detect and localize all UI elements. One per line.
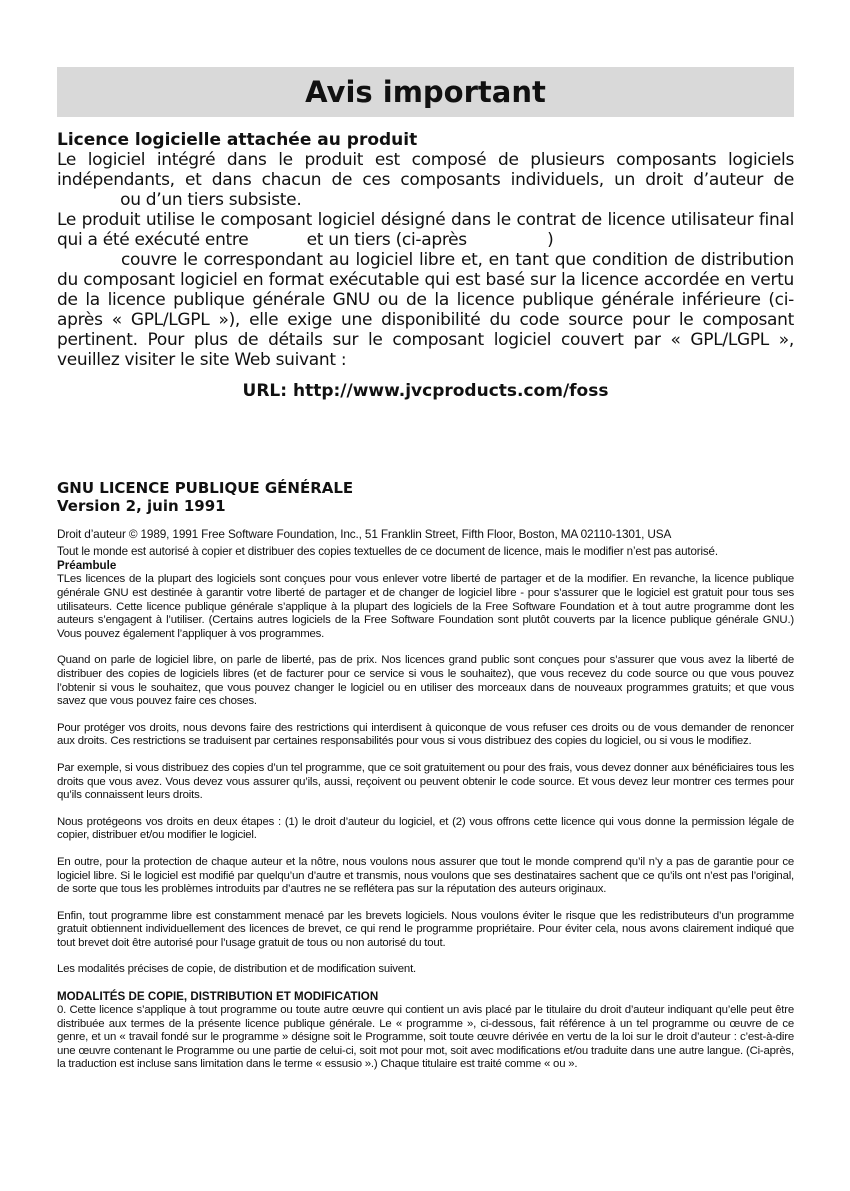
preamble-paragraph: Quand on parle de logiciel libre, on parle de liberté, pas de prix. Nos licences grand public sont conçues pour s’assurer que vous avez la liberté de distribuer des copies de logiciels libres (et de facturer pour ce service si vous le souhaitez), que vous recevez du code source ou que vous pouvez l’obtenir si vous le souhaitez, que vous pouvez changer le logiciel ou en utiliser des morceaux dans de nouveaux programmes gratuits; et que vous savez que vous pouvez faire ces choses.: [57, 654, 794, 708]
everyone-line: Tout le monde est autorisé à copier et distribuer des copies textuelles de ce document de licence, mais le modifier n’est pas autorisé.: [57, 545, 718, 559]
preamble-paragraph: Les modalités précises de copie, de distribution et de modification suivent.: [57, 963, 417, 976]
preamble-paragraph: Enfin, tout programme libre est constamment menacé par les brevets logiciels. Nous voulons éviter le risque que les redistributeurs d’un programme gratuit obtiennent individuellement des licences de brevet, ce qui rend le programme propriétaire. Pour éviter cela, nous avons clairement indiqué que tout brevet doit être autorisé pour l’usage gratuit de tous ou non autorisé du tout.: [57, 909, 794, 949]
license-section: [57, 130, 794, 370]
preamble-paragraph: Par exemple, si vous distribuez des copies d’un tel programme, que ce soit gratuitement ou pour des frais, vous devez donner aux bénéficiaires tous les droits que vous avez. Vous devez vous assurer qu’ils, aussi, reçoivent ou peuvent obtenir le code source. Et vous devez leur montrer ces termes pour qu’ils connaissent leurs droits.: [57, 761, 794, 802]
license-paragraph-2: Le produit utilise le composant logiciel désigné dans le contrat de licence utilisateur final qui a été exécuté entre et un tiers (ci-après ): [57, 210, 794, 250]
gpl-version: Version 2, juin 1991: [57, 497, 226, 515]
term-0: 0. Cette licence s’applique à tout programme ou toute autre œuvre qui contient un avis placé par le titulaire du droit d’auteur indiquant qu’elle peut être distribuée aux termes de la présente licence publique générale. Le « programme », ci-dessous, fait référence à un tel programme ou œuvre de ce genre, et un « travail fondé sur le programme » désigne soit le Programme, soit toute œuvre dérivée en vertu de la loi sur le droit d’auteur : c’est-à-dire une œuvre contenant le Programme ou une partie de celui-ci, soit mot pour mot, soit avec modifications et/ou traduite dans une autre langue. (Ci-après, la traduction est incluse sans limitation dans le terme « essusio ».) Chaque titulaire est traité comme « ou ».: [57, 1004, 794, 1071]
license-paragraph-3: couvre le correspondant au logiciel libre et, en tant que condition de distribution du composant logiciel en format exécutable qui est basé sur la licence accordée en vertu de la licence publique générale GNU ou de la licence publique générale inférieure (ci-après « GPL/LGPL »), elle exige une disponibilité du code source pour le composant pertinent. Pour plus de détails sur le composant logiciel couvert par « GPL/LGPL », veuillez visiter le site Web suivant :: [57, 250, 794, 370]
preamble-paragraph: TLes licences de la plupart des logiciels sont conçues pour vous enlever votre liberté de partager et de la modifier. En revanche, la licence publique générale GNU est destinée à garantir votre liberté de partager et de changer de logiciel libre - pour s’assurer que le logiciel est gratuit pour tous ses utilisateurs. Cette licence publique générale s’applique à la plupart des logiciels de la Free Software Foundation et à tout autre programme dont les auteurs s’engagent à l’utiliser. (Certains autres logiciels de la Free Software Foundation sont plutôt couverts par la licence publique générale GNU.) Vous pouvez également l’appliquer à vos programmes.: [57, 573, 794, 640]
gpl-heading: GNU LICENCE PUBLIQUE GÉNÉRALE: [57, 479, 354, 497]
foss-url: URL: http://www.jvcproducts.com/foss: [242, 381, 609, 401]
copyright-line: Droit d’auteur © 1989, 1991 Free Software Foundation, Inc., 51 Franklin Street, Fifth Floor, Boston, MA 02110-1301, USA: [57, 527, 672, 541]
license-heading: Licence logicielle attachée au produit: [57, 130, 418, 150]
preamble-paragraph: Nous protégeons vos droits en deux étapes : (1) le droit d’auteur du logiciel, et (2) vous offrons cette licence qui vous donne la permission légale de copier, distribuer et/ou modifier le logiciel.: [57, 815, 794, 842]
preamble-paragraph: Pour protéger vos droits, nous devons faire des restrictions qui interdisent à quiconque de vous refuser ces droits ou de vous demander de renoncer aux droits. Ces restrictions se traduisent par certaines responsabilités pour vous si vous distribuez des copies du logiciel, ou si vous le modifiez.: [57, 721, 794, 748]
title-banner: [57, 67, 794, 117]
page-title: Avis important: [305, 75, 546, 109]
gpl-heading-block: [57, 479, 794, 515]
preamble-heading: Préambule: [57, 559, 117, 573]
terms-heading: MODALITÉS DE COPIE, DISTRIBUTION ET MODIFICATION: [57, 990, 379, 1004]
license-paragraph-1: Le logiciel intégré dans le produit est composé de plusieurs composants logiciels indépendants, et dans chacun de ces composants individuels, un droit d’auteur de ou d’un tiers subsiste.: [57, 150, 794, 210]
gpl-body: [57, 527, 794, 1072]
preamble-paragraph: En outre, pour la protection de chaque auteur et la nôtre, nous voulons nous assurer que tout le monde comprend qu’il n’y a pas de garantie pour ce logiciel libre. Si le logiciel est modifié par quelqu’un d’autre et transmis, nous voulons que ses destinataires sachent que ce qu’ils ont n’est pas l’original, de sorte que tous les problèmes introduits par d’autres ne se reflétera pas sur la réputation des auteurs originaux.: [57, 855, 794, 896]
